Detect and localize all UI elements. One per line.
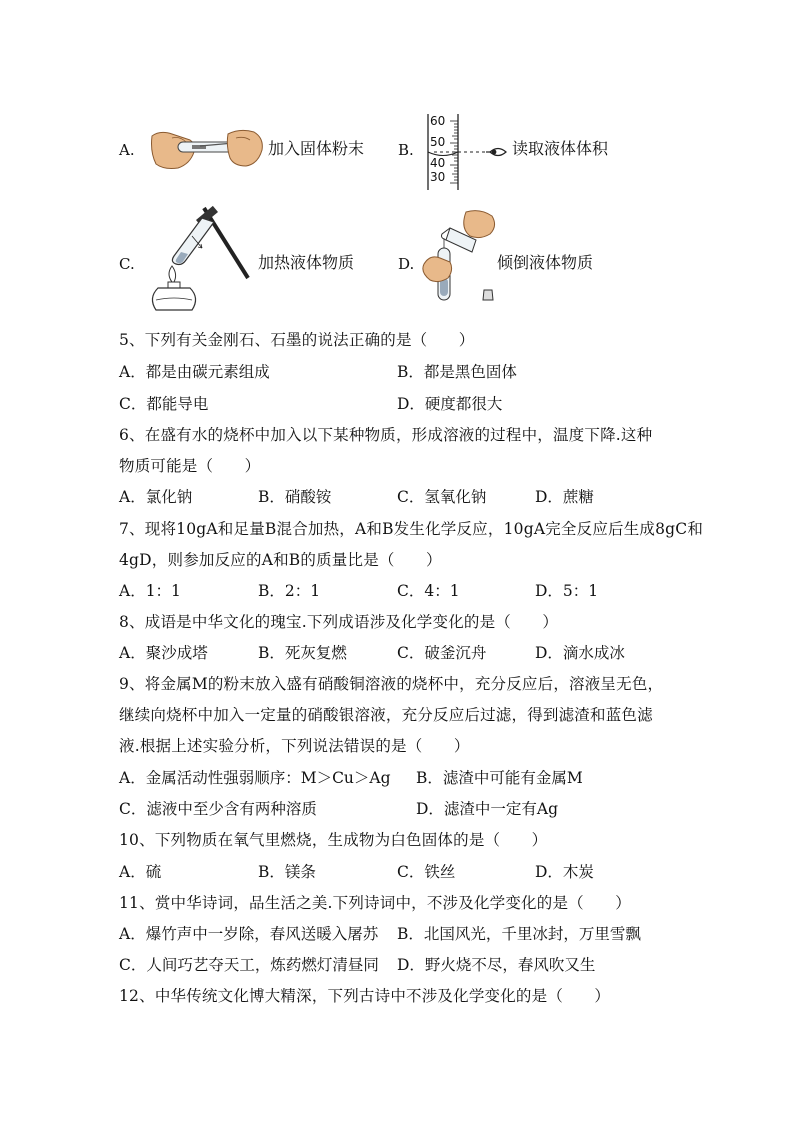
q7-option-d: D．5：1: [535, 582, 599, 600]
figure-b-letter: B.: [398, 141, 414, 159]
q9-option-c: C．滤液中至少含有两种溶质: [119, 800, 317, 818]
figure-d-caption: 倾倒液体物质: [497, 253, 594, 272]
question-9-stem-line3: 液.根据上述实验分析，下列说法错误的是（ ）: [119, 737, 470, 755]
q11-option-a: A．爆竹声中一岁除，春风送暖入屠苏: [119, 925, 379, 943]
question-8-stem: 8、成语是中华文化的瑰宝.下列成语涉及化学变化的是（ ）: [119, 613, 559, 631]
q8-option-d: D．滴水成冰: [535, 644, 625, 662]
q5-option-c: C．都能导电: [119, 395, 209, 413]
figure-b-caption: 读取液体体积: [512, 139, 609, 158]
question-7-stem-line1: 7、现将10gA和足量B混合加热，A和B发生化学反应，10gA完全反应后生成8gC和: [119, 520, 704, 538]
q9-option-a: A．金属活动性强弱顺序：M＞Cu＞Ag: [119, 769, 391, 787]
q8-option-c: C．破釜沉舟: [397, 644, 487, 662]
question-10-stem: 10、下列物质在氧气里燃烧，生成物为白色固体的是（ ）: [119, 831, 548, 849]
question-9-stem-line1: 9、将金属M的粉末放入盛有硝酸铜溶液的烧杯中，充分反应后，溶液呈无色，: [119, 675, 664, 693]
question-9-stem-line2: 继续向烧杯中加入一定量的硝酸银溶液，充分反应后过滤，得到滤渣和蓝色滤: [119, 706, 653, 724]
q7-option-a: A．1：1: [119, 582, 181, 600]
q10-option-a: A．硫: [119, 863, 162, 881]
scale-40: 40: [430, 156, 446, 170]
pouring-liquid-icon: [420, 208, 500, 308]
figure-c-caption: 加热液体物质: [258, 253, 355, 272]
question-5-stem: 5、下列有关金刚石、石墨的说法正确的是（ ）: [119, 331, 475, 349]
q10-option-b: B．镁条: [258, 863, 316, 881]
scale-30: 30: [430, 170, 446, 184]
q5-option-a: A．都是由碳元素组成: [119, 363, 270, 381]
q8-option-b: B．死灰复燃: [258, 644, 347, 662]
q10-option-d: D．木炭: [535, 863, 594, 881]
q9-option-b: B．滤渣中可能有金属M: [416, 769, 583, 787]
q8-option-a: A．聚沙成塔: [119, 644, 208, 662]
q11-option-b: B．北国风光，千里冰封，万里雪飘: [397, 925, 641, 943]
cylinder-scale: [430, 115, 445, 184]
hands-adding-powder-icon: [150, 124, 265, 174]
q5-option-b: B．都是黑色固体: [397, 363, 517, 381]
figure-c-letter: C.: [119, 255, 135, 273]
q6-option-d: D．蔗糖: [535, 488, 594, 506]
q7-option-c: C．4：1: [397, 582, 460, 600]
figure-a-caption: 加入固体粉末: [268, 139, 365, 158]
q6-option-c: C．氢氧化钠: [397, 488, 487, 506]
question-6-stem-line1: 6、在盛有水的烧杯中加入以下某种物质，形成溶液的过程中，温度下降.这种: [119, 426, 653, 444]
question-11-stem: 11、赏中华诗词，品生活之美.下列诗词中，不涉及化学变化的是（ ）: [119, 894, 631, 912]
q5-option-d: D．硬度都很大: [397, 395, 503, 413]
heating-test-tube-icon: [144, 204, 256, 316]
q11-option-d: D．野火烧不尽，春风吹又生: [397, 956, 596, 974]
q10-option-c: C．铁丝: [397, 863, 456, 881]
question-7-stem-line2: 4gD，则参加反应的A和B的质量比是（ ）: [119, 551, 442, 569]
question-12-stem: 12、中华传统文化博大精深，下列古诗中不涉及化学变化的是（ ）: [119, 987, 611, 1005]
question-6-stem-line2: 物质可能是（ ）: [119, 457, 261, 475]
q6-option-a: A．氯化钠: [119, 488, 193, 506]
scale-60: 60: [430, 114, 446, 128]
figure-a-letter: A.: [119, 141, 135, 159]
q9-option-d: D．滤渣中一定有Ag: [416, 800, 559, 818]
q11-option-c: C．人间巧艺夺天工，炼药燃灯清昼同: [119, 956, 379, 974]
q7-option-b: B．2：1: [258, 582, 321, 600]
figure-d-letter: D.: [398, 255, 415, 273]
scale-50: 50: [430, 135, 446, 149]
q6-option-b: B．硝酸铵: [258, 488, 332, 506]
